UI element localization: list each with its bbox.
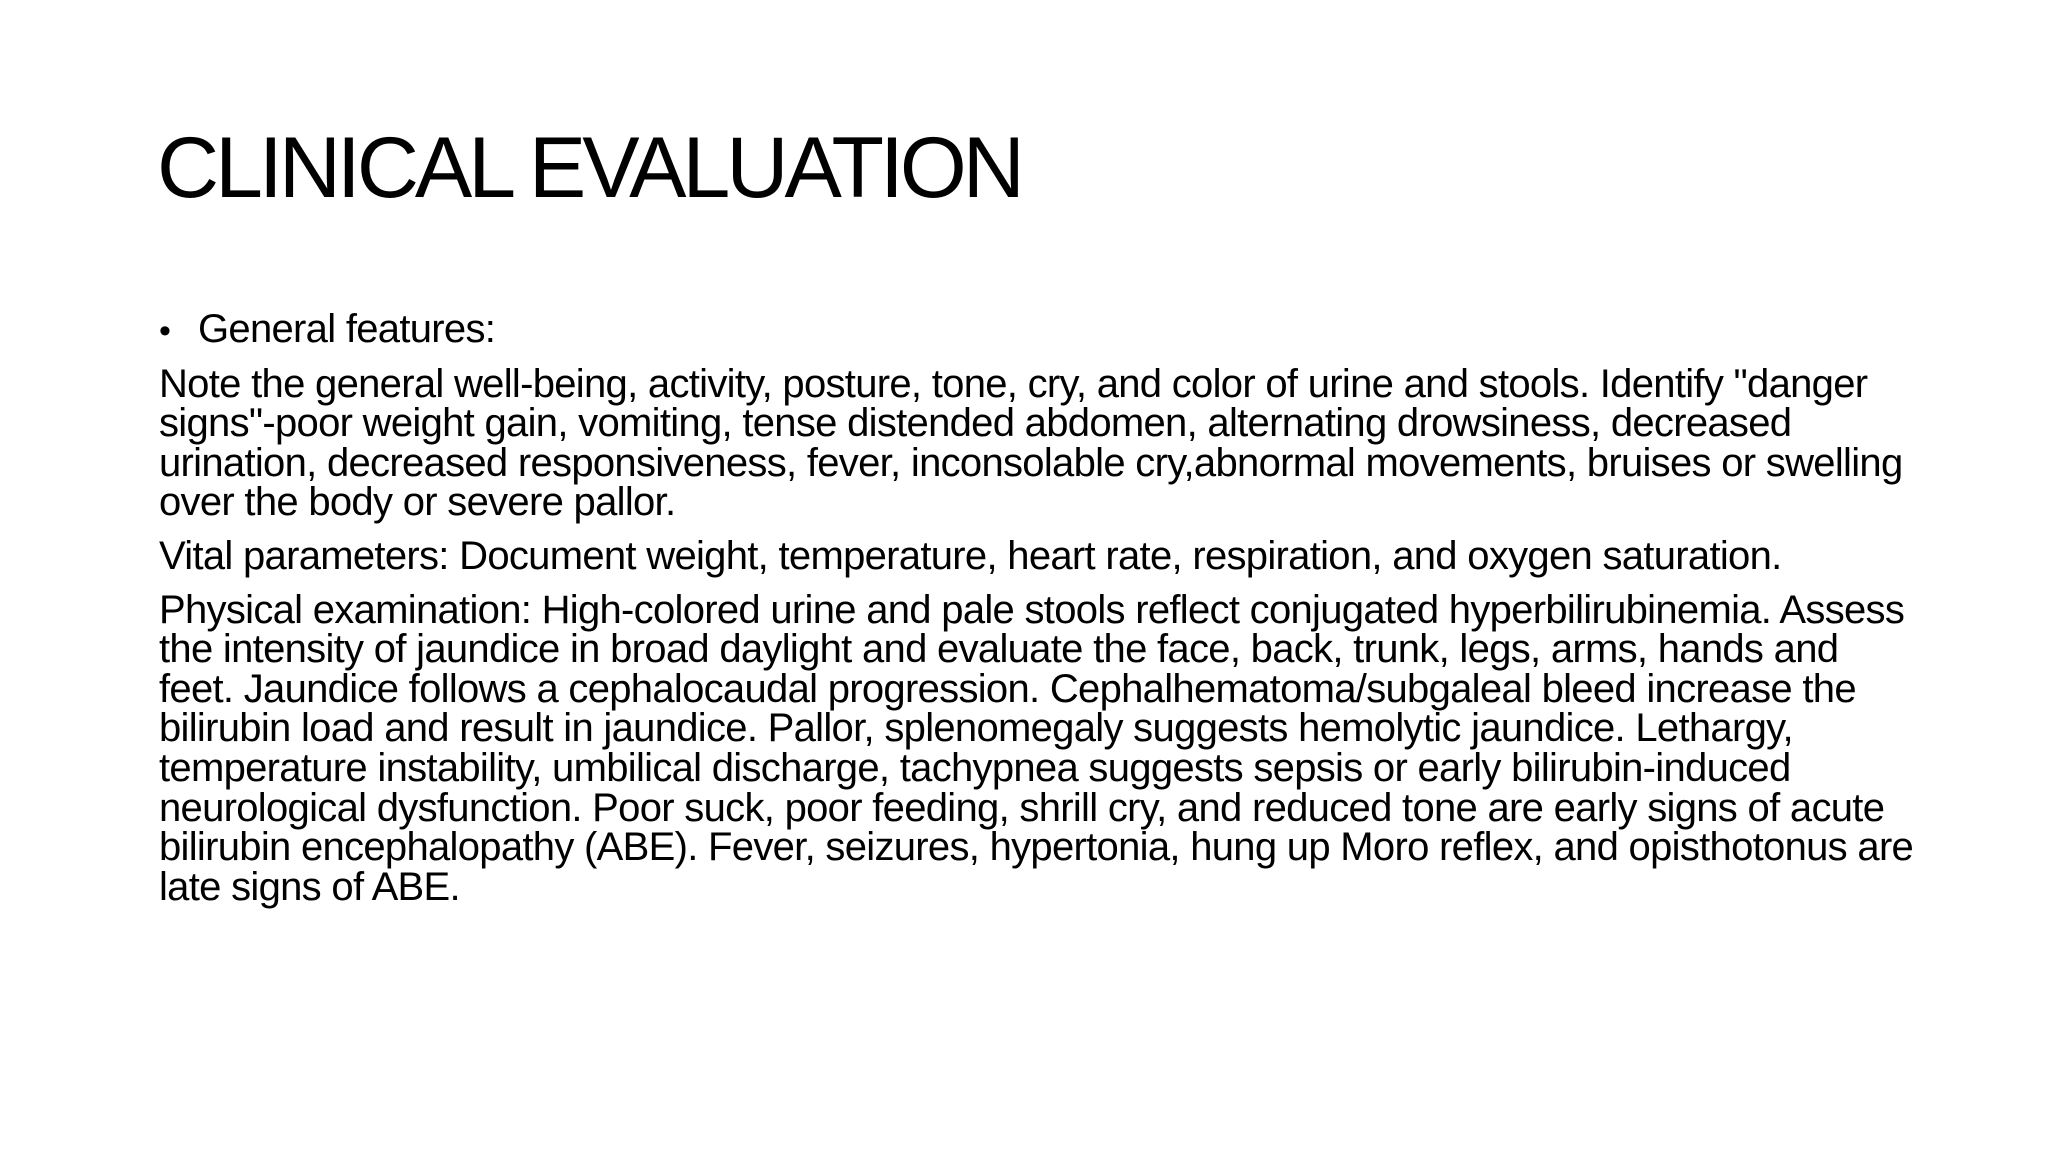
slide-title: CLINICAL EVALUATION xyxy=(157,120,1021,216)
bullet-icon: • xyxy=(159,312,171,350)
slide-body xyxy=(159,307,1919,921)
bullet-item xyxy=(159,307,1919,352)
general-features-paragraph: Note the general well-being, activity, posture, tone, cry, and color of urine and stools. Identify "danger signs"-poor weight gain, vomiting, tense distended abdomen, alternating drowsiness, decreased urination, decreased responsiveness, fever, inconsolable cry,abnormal movements, bruises or swelling over the body or severe pallor. xyxy=(159,361,1903,525)
bullet-text: General features: xyxy=(198,307,496,351)
vital-parameters-paragraph: Vital parameters: Document weight, temperature, heart rate, respiration, and oxygen saturation. xyxy=(159,533,1782,578)
physical-examination-paragraph: Physical examination: High-colored urine and pale stools reflect conjugated hyperbilirubinemia. Assess the intensity of jaundice in broad daylight and evaluate the face, back, trunk, legs, arms, hands and feet. Jaundice follows a cephalocaudal progression. Cephalhematoma/subgaleal bleed increase the bilirubin load and result in jaundice. Pallor, splenomegaly suggests hemolytic jaundice. Lethargy, temperature instability, umbilical discharge, tachypnea suggests sepsis or early bilirubin-induced neurological dysfunction. Poor suck, poor feeding, shrill cry, and reduced tone are early signs of acute bilirubin encephalopathy (ABE). Fever, seizures, hypertonia, hung up Moro reflex, and opisthotonus are late signs of ABE. xyxy=(159,587,1914,909)
